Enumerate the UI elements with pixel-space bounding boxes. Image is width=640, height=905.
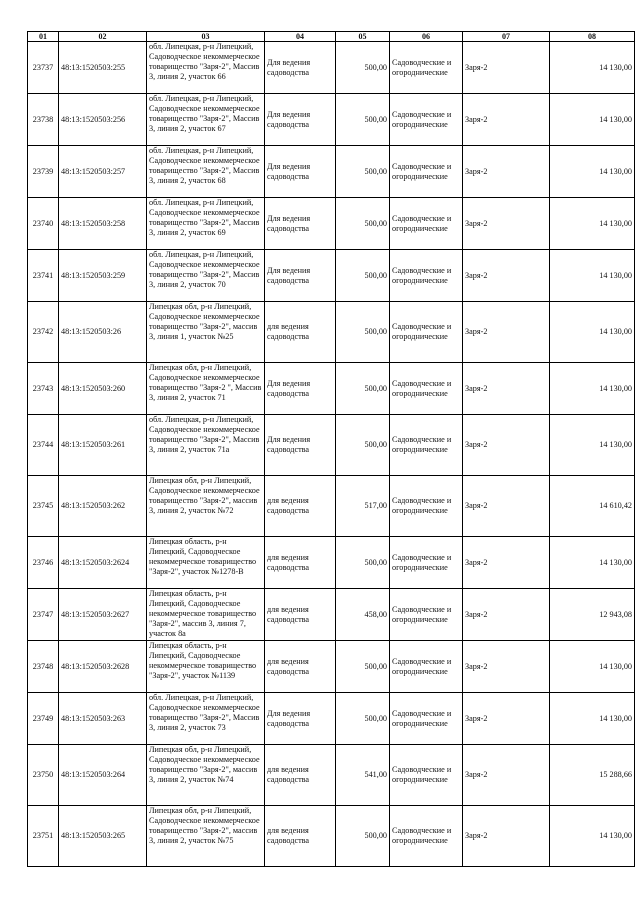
area-cell: 458,00 [336,589,390,641]
land-use-cell: для ведения садоводства [265,537,336,589]
category-cell: Садоводческие и огороднические [390,745,463,806]
cadastral-number-cell: 48:13:1520503:256 [59,94,147,146]
table-row [28,94,635,146]
category-cell: Садоводческие и огороднические [390,363,463,415]
area-cell: 500,00 [336,198,390,250]
land-use-cell: Для ведения садоводства [265,415,336,476]
cadastral-value-cell: 14 130,00 [550,415,635,476]
category-cell: Садоводческие и огороднические [390,693,463,745]
partnership-name-cell: Заря-2 [463,250,550,302]
address-cell: обл. Липецкая, р-н Липецкий, Садоводческое некоммерческое товарищество "Заря-2", Массив 3, линия 2, участок 71а [147,415,265,476]
cadastral-value-cell: 14 130,00 [550,94,635,146]
cadastral-number-cell: 48:13:1520503:259 [59,250,147,302]
table-row [28,641,635,693]
header-col-05: 05 [336,32,390,42]
address-cell: обл. Липецкая, р-н Липецкий, Садоводческое некоммерческое товарищество "Заря-2", Массив 3, линия 2, участок 73 [147,693,265,745]
category-cell: Садоводческие и огороднические [390,806,463,867]
header-row [28,32,635,42]
table-row [28,745,635,806]
cadastral-number-cell: 48:13:1520503:258 [59,198,147,250]
address-cell: Липецкая область, р-н Липецкий, Садоводческое некоммерческое товарищество "Заря-2", участок №1278-В [147,537,265,589]
row-number-cell: 23747 [28,589,59,641]
category-cell: Садоводческие и огороднические [390,94,463,146]
area-cell: 500,00 [336,146,390,198]
address-cell: Липецкая область, р-н Липецкий, Садоводческое некоммерческое товарищество "Заря-2", участок №1139 [147,641,265,693]
cadastral-number-cell: 48:13:1520503:255 [59,42,147,94]
area-cell: 500,00 [336,42,390,94]
category-cell: Садоводческие и огороднические [390,537,463,589]
land-use-cell: Для ведения садоводства [265,146,336,198]
table-row [28,806,635,867]
area-cell: 500,00 [336,537,390,589]
address-cell: Липецкая обл, р-н Липецкий, Садоводческое некоммерческое товарищество "Заря-2", массив 3, линия 2, участок №74 [147,745,265,806]
cadastral-number-cell: 48:13:1520503:261 [59,415,147,476]
partnership-name-cell: Заря-2 [463,693,550,745]
address-cell: обл. Липецкая, р-н Липецкий, Садоводческое некоммерческое товарищество "Заря-2", Массив 3, линия 2, участок 66 [147,42,265,94]
land-registry-table [27,31,635,867]
partnership-name-cell: Заря-2 [463,745,550,806]
address-cell: обл. Липецкая, р-н Липецкий, Садоводческое некоммерческое товарищество "Заря-2", Массив 3, линия 2, участок 69 [147,198,265,250]
header-col-07: 07 [463,32,550,42]
land-use-cell: Для ведения садоводства [265,198,336,250]
cadastral-number-cell: 48:13:1520503:2628 [59,641,147,693]
table-row [28,589,635,641]
table-row [28,250,635,302]
category-cell: Садоводческие и огороднические [390,641,463,693]
area-cell: 500,00 [336,806,390,867]
cadastral-value-cell: 14 130,00 [550,302,635,363]
row-number-cell: 23739 [28,146,59,198]
address-cell: обл. Липецкая, р-н Липецкий, Садоводческое некоммерческое товарищество "Заря-2", Массив 3, линия 2, участок 68 [147,146,265,198]
table-row [28,693,635,745]
area-cell: 517,00 [336,476,390,537]
cadastral-number-cell: 48:13:1520503:26 [59,302,147,363]
row-number-cell: 23740 [28,198,59,250]
address-cell: обл. Липецкая, р-н Липецкий, Садоводческое некоммерческое товарищество "Заря-2", Массив 3, линия 2, участок 67 [147,94,265,146]
area-cell: 500,00 [336,693,390,745]
land-use-cell: для ведения садоводства [265,806,336,867]
category-cell: Садоводческие и огороднические [390,198,463,250]
table-row [28,198,635,250]
table-row [28,42,635,94]
row-number-cell: 23750 [28,745,59,806]
header-col-04: 04 [265,32,336,42]
land-use-cell: Для ведения садоводства [265,94,336,146]
land-use-cell: Для ведения садоводства [265,693,336,745]
cadastral-number-cell: 48:13:1520503:265 [59,806,147,867]
cadastral-value-cell: 14 130,00 [550,42,635,94]
address-cell: Липецкая обл, р-н Липецкий, Садоводческое некоммерческое товарищество "Заря-2 ", Массив 3, линия 2, участок 71 [147,363,265,415]
cadastral-number-cell: 48:13:1520503:262 [59,476,147,537]
row-number-cell: 23742 [28,302,59,363]
category-cell: Садоводческие и огороднические [390,250,463,302]
row-number-cell: 23749 [28,693,59,745]
row-number-cell: 23748 [28,641,59,693]
partnership-name-cell: Заря-2 [463,146,550,198]
area-cell: 500,00 [336,415,390,476]
cadastral-value-cell: 14 130,00 [550,363,635,415]
header-col-01: 01 [28,32,59,42]
category-cell: Садоводческие и огороднические [390,589,463,641]
row-number-cell: 23737 [28,42,59,94]
cadastral-number-cell: 48:13:1520503:2624 [59,537,147,589]
cadastral-number-cell: 48:13:1520503:257 [59,146,147,198]
cadastral-value-cell: 14 130,00 [550,693,635,745]
cadastral-value-cell: 14 610,42 [550,476,635,537]
address-cell: Липецкая обл, р-н Липецкий, Садоводческое некоммерческое товарищество "Заря-2", массив 3, линия 2, участок №72 [147,476,265,537]
partnership-name-cell: Заря-2 [463,641,550,693]
header-col-02: 02 [59,32,147,42]
row-number-cell: 23743 [28,363,59,415]
partnership-name-cell: Заря-2 [463,589,550,641]
land-use-cell: для ведения садоводства [265,589,336,641]
cadastral-number-cell: 48:13:1520503:264 [59,745,147,806]
partnership-name-cell: Заря-2 [463,415,550,476]
row-number-cell: 23738 [28,94,59,146]
table-row [28,363,635,415]
table-row [28,537,635,589]
category-cell: Садоводческие и огороднические [390,302,463,363]
row-number-cell: 23751 [28,806,59,867]
cadastral-value-cell: 15 288,66 [550,745,635,806]
land-use-cell: Для ведения садоводства [265,250,336,302]
header-col-08: 08 [550,32,635,42]
land-use-cell: для ведения садоводства [265,302,336,363]
partnership-name-cell: Заря-2 [463,42,550,94]
partnership-name-cell: Заря-2 [463,94,550,146]
area-cell: 500,00 [336,641,390,693]
address-cell: Липецкая область, р-н Липецкий, Садоводческое некоммерческое товарищество "Заря-2", массив 3, линия 7, участок 8а [147,589,265,641]
cadastral-value-cell: 14 130,00 [550,806,635,867]
category-cell: Садоводческие и огороднические [390,476,463,537]
table-row [28,146,635,198]
cadastral-value-cell: 14 130,00 [550,250,635,302]
cadastral-value-cell: 14 130,00 [550,537,635,589]
land-use-cell: для ведения садоводства [265,641,336,693]
land-use-cell: для ведения садоводства [265,745,336,806]
table-row [28,302,635,363]
table-row [28,476,635,537]
partnership-name-cell: Заря-2 [463,537,550,589]
row-number-cell: 23745 [28,476,59,537]
row-number-cell: 23746 [28,537,59,589]
partnership-name-cell: Заря-2 [463,363,550,415]
area-cell: 500,00 [336,363,390,415]
partnership-name-cell: Заря-2 [463,806,550,867]
category-cell: Садоводческие и огороднические [390,415,463,476]
row-number-cell: 23741 [28,250,59,302]
cadastral-value-cell: 12 943,08 [550,589,635,641]
partnership-name-cell: Заря-2 [463,198,550,250]
table-body [28,42,635,867]
table-row [28,415,635,476]
category-cell: Садоводческие и огороднические [390,42,463,94]
cadastral-number-cell: 48:13:1520503:2627 [59,589,147,641]
cadastral-number-cell: 48:13:1520503:260 [59,363,147,415]
area-cell: 541,00 [336,745,390,806]
address-cell: обл. Липецкая, р-н Липецкий, Садоводческое некоммерческое товарищество "Заря-2", Массив 3, линия 2, участок 70 [147,250,265,302]
cadastral-value-cell: 14 130,00 [550,146,635,198]
area-cell: 500,00 [336,94,390,146]
land-use-cell: Для ведения садоводства [265,363,336,415]
category-cell: Садоводческие и огороднические [390,146,463,198]
partnership-name-cell: Заря-2 [463,302,550,363]
cadastral-number-cell: 48:13:1520503:263 [59,693,147,745]
partnership-name-cell: Заря-2 [463,476,550,537]
area-cell: 500,00 [336,302,390,363]
cadastral-value-cell: 14 130,00 [550,641,635,693]
address-cell: Липецкая обл, р-н Липецкий, Садоводческое некоммерческое товарищество "Заря-2", массив 3, линия 2, участок №75 [147,806,265,867]
land-use-cell: Для ведения садоводства [265,42,336,94]
land-use-cell: для ведения садоводства [265,476,336,537]
row-number-cell: 23744 [28,415,59,476]
header-col-03: 03 [147,32,265,42]
area-cell: 500,00 [336,250,390,302]
address-cell: Липецкая обл, р-н Липецкий, Садоводческое некоммерческое товарищество "Заря-2", массив 3, линия 1, участок №25 [147,302,265,363]
cadastral-value-cell: 14 130,00 [550,198,635,250]
header-col-06: 06 [390,32,463,42]
